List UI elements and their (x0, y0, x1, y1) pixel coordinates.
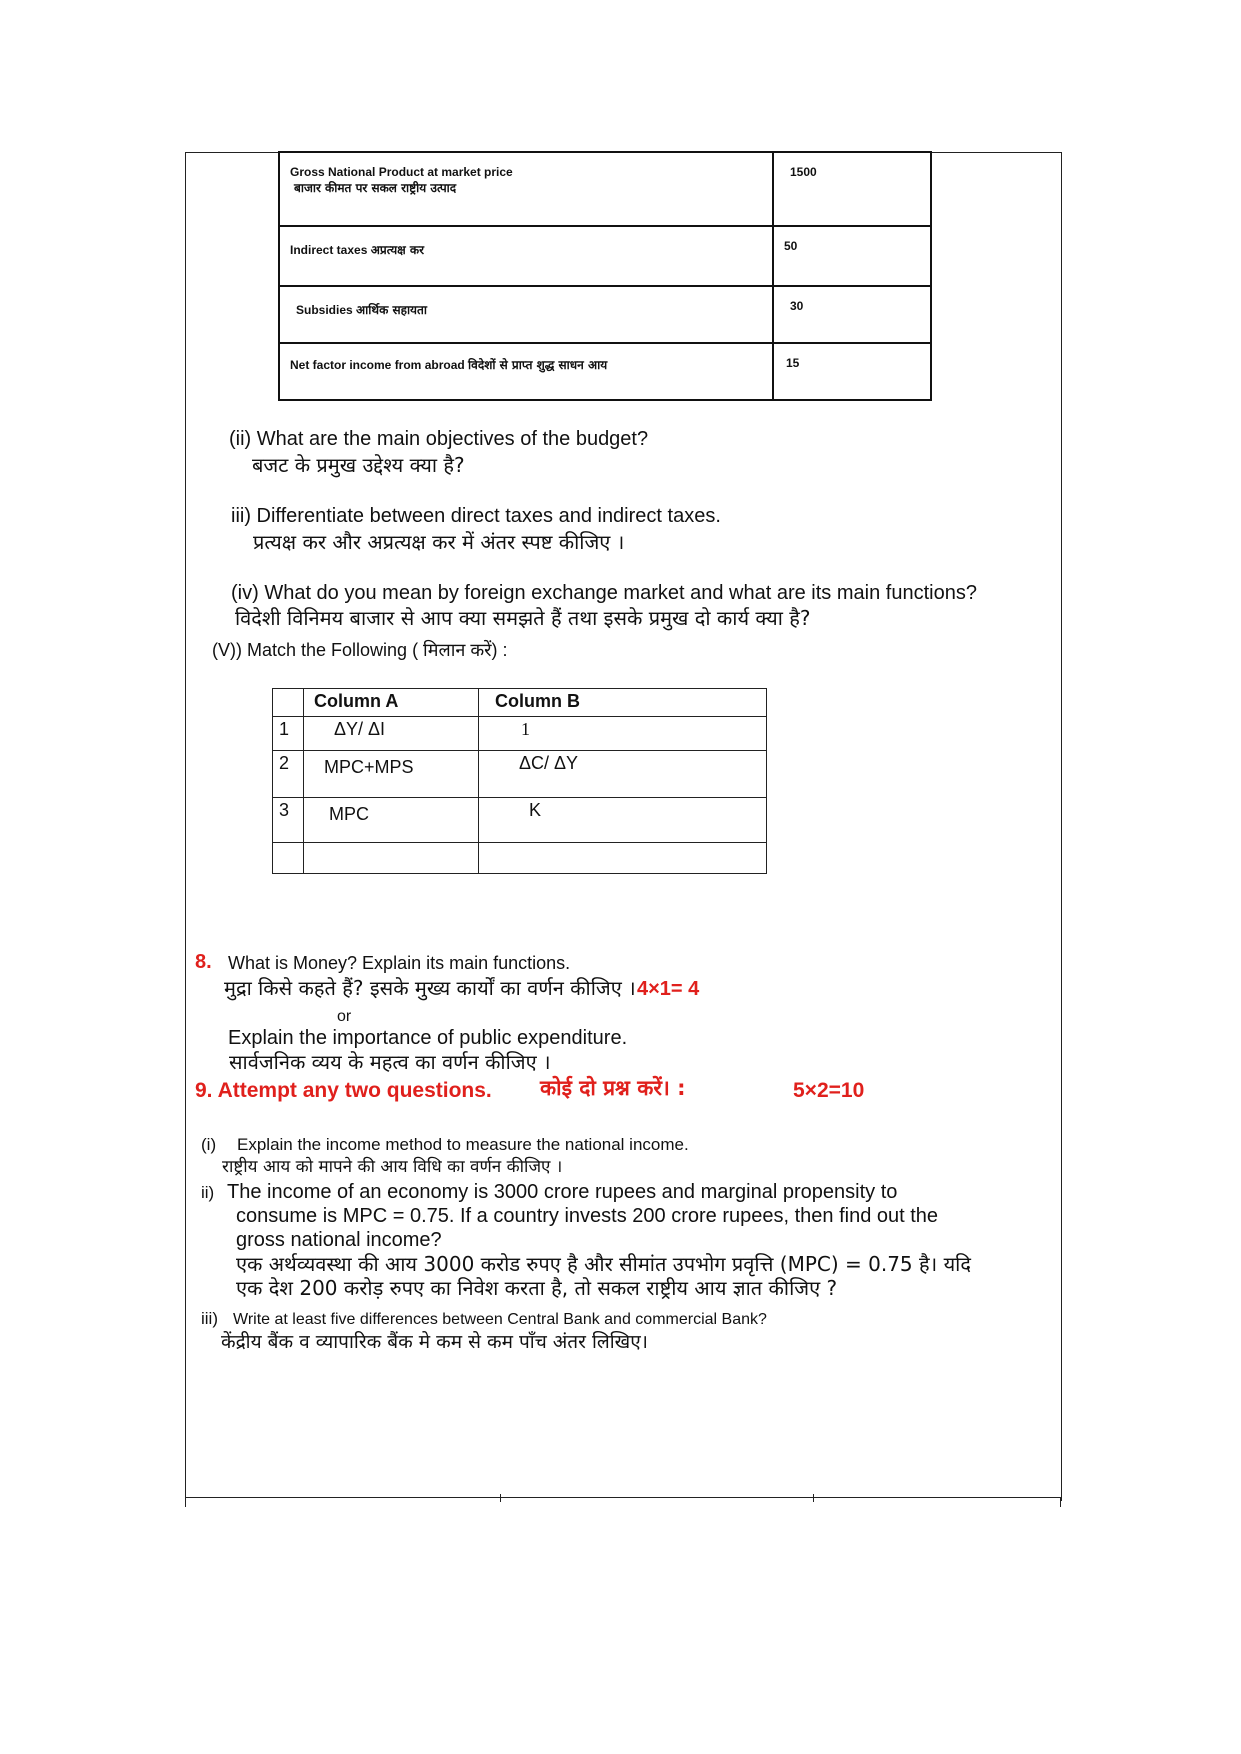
table-row (279, 286, 931, 343)
column-a-cell: MPC (304, 798, 479, 843)
match-table (272, 688, 767, 874)
footer-tick-mid (500, 1494, 501, 1502)
question-8-alt-hi: सार्वजनिक व्यय के महत्व का वर्णन कीजिए । (229, 1050, 551, 1074)
blank-cell (273, 843, 304, 874)
question-9-ii-en-line1: The income of an economy is 3000 crore rupees and marginal propensity to (227, 1181, 898, 1203)
question-8-number: 8. (195, 951, 212, 973)
footer-tick-right (1060, 1497, 1061, 1507)
blank-cell (479, 843, 767, 874)
table-cell-label (279, 286, 773, 343)
question-9-iii-en: Write at least five differences between Central Bank and commercial Bank? (233, 1311, 767, 1328)
table-cell-label (279, 152, 773, 226)
question-9-ii-en-line3: gross national income? (236, 1229, 442, 1251)
row-label-en: Indirect taxes (290, 243, 368, 257)
row-value: 1500 (773, 152, 931, 226)
table-cell-label (279, 226, 773, 286)
row-label-en: Subsidies (296, 303, 353, 317)
column-a-header: Column A (304, 689, 479, 717)
table-row (273, 843, 767, 874)
table-row (273, 798, 767, 843)
column-a-cell: ΔY/ ΔI (304, 717, 479, 751)
question-9-marks: 5×2=10 (793, 1079, 865, 1102)
question-v-label: (V)) Match the Following ( मिलान करें) : (212, 640, 508, 660)
table-row (279, 226, 931, 286)
row-value: 30 (773, 286, 931, 343)
question-9-i-hi: राष्ट्रीय आय को मापने की आय विधि का वर्णन कीजिए । (222, 1157, 563, 1177)
question-8-en: What is Money? Explain its main functions. (228, 953, 571, 973)
question-8-alt-en: Explain the importance of public expenditure. (228, 1027, 628, 1049)
row-label-en: Net factor income from abroad (290, 358, 465, 372)
header-blank (273, 689, 304, 717)
question-9-title-hi: कोई दो प्रश्न करें। : (540, 1076, 686, 1100)
question-iv-hi: विदेशी विनिमय बाजार से आप क्या समझते हैं तथा इसके प्रमुख दो कार्य क्या है? (235, 606, 811, 630)
row-label-en: Gross National Product at market price (290, 165, 513, 179)
table-row (273, 717, 767, 751)
row-value: 15 (773, 343, 931, 400)
row-label-hi: बाजार कीमत पर सकल राष्ट्रीय उत्पाद (294, 181, 457, 195)
table-header-row (273, 689, 767, 717)
question-ii-hi: बजट के प्रमुख उद्देश्य क्या है? (252, 453, 465, 477)
question-iii-en: iii) Differentiate between direct taxes and indirect taxes. (231, 505, 721, 527)
question-9-iii-number: iii) (201, 1309, 218, 1328)
question-8-marks: 4×1= 4 (637, 978, 700, 1000)
column-a-cell: MPC+MPS (304, 751, 479, 798)
blank-cell (304, 843, 479, 874)
question-9-ii-hi-line2: एक देश 200 करोड़ रुपए का निवेश करता है, तो सकल राष्ट्रीय आय ज्ञात कीजिए ? (236, 1276, 838, 1300)
question-9-title: 9. Attempt any two questions. (195, 1079, 492, 1102)
question-iv-en: (iv) What do you mean by foreign exchange market and what are its main functions? (231, 582, 977, 604)
or-label: or (337, 1008, 352, 1025)
row-label-hi: विदेशों से प्राप्त शुद्ध साधन आय (468, 358, 608, 372)
footer-rule (185, 1497, 1062, 1498)
question-ii-en: (ii) What are the main objectives of the budget? (229, 428, 649, 450)
question-9-ii-number: ii) (201, 1183, 215, 1202)
question-9-ii-en-line2: consume is MPC = 0.75. If a country invests 200 crore rupees, then find out the (236, 1205, 939, 1227)
table-row (279, 343, 931, 400)
table-row (273, 751, 767, 798)
table-cell-label (279, 343, 773, 400)
row-label-hi: आर्थिक सहायता (356, 303, 427, 317)
column-b-cell: K (479, 798, 767, 843)
row-label-hi: अप्रत्यक्ष कर (370, 243, 425, 257)
question-8-hi: मुद्रा किसे कहते हैं? इसके मुख्य कार्यों का वर्णन कीजिए । (224, 976, 636, 1000)
question-9-iii-hi: केंद्रीय बैंक व व्यापारिक बैंक मे कम से कम पाँच अंतर लिखिए। (221, 1331, 648, 1353)
question-9-i-number: (i) (201, 1135, 217, 1154)
column-b-cell: ΔC/ ΔY (479, 751, 767, 798)
question-9-i-en: Explain the income method to measure the national income. (237, 1135, 689, 1154)
table-row (279, 152, 931, 226)
footer-tick-mid2 (813, 1494, 814, 1502)
column-b-header: Column B (479, 689, 767, 717)
column-b-cell: 1 (479, 717, 767, 751)
row-number: 1 (273, 717, 304, 751)
footer-tick-left (185, 1497, 186, 1507)
question-iii-hi: प्रत्यक्ष कर और अप्रत्यक्ष कर में अंतर स्पष्ट कीजिए । (253, 530, 625, 554)
row-number: 3 (273, 798, 304, 843)
row-value: 50 (773, 226, 931, 286)
gnp-data-table (278, 151, 932, 401)
row-number: 2 (273, 751, 304, 798)
question-9-ii-hi-line1: एक अर्थव्यवस्था की आय 3000 करोड रुपए है और सीमांत उपभोग प्रवृत्ति (MPC) = 0.75 है। यदि (236, 1252, 971, 1276)
